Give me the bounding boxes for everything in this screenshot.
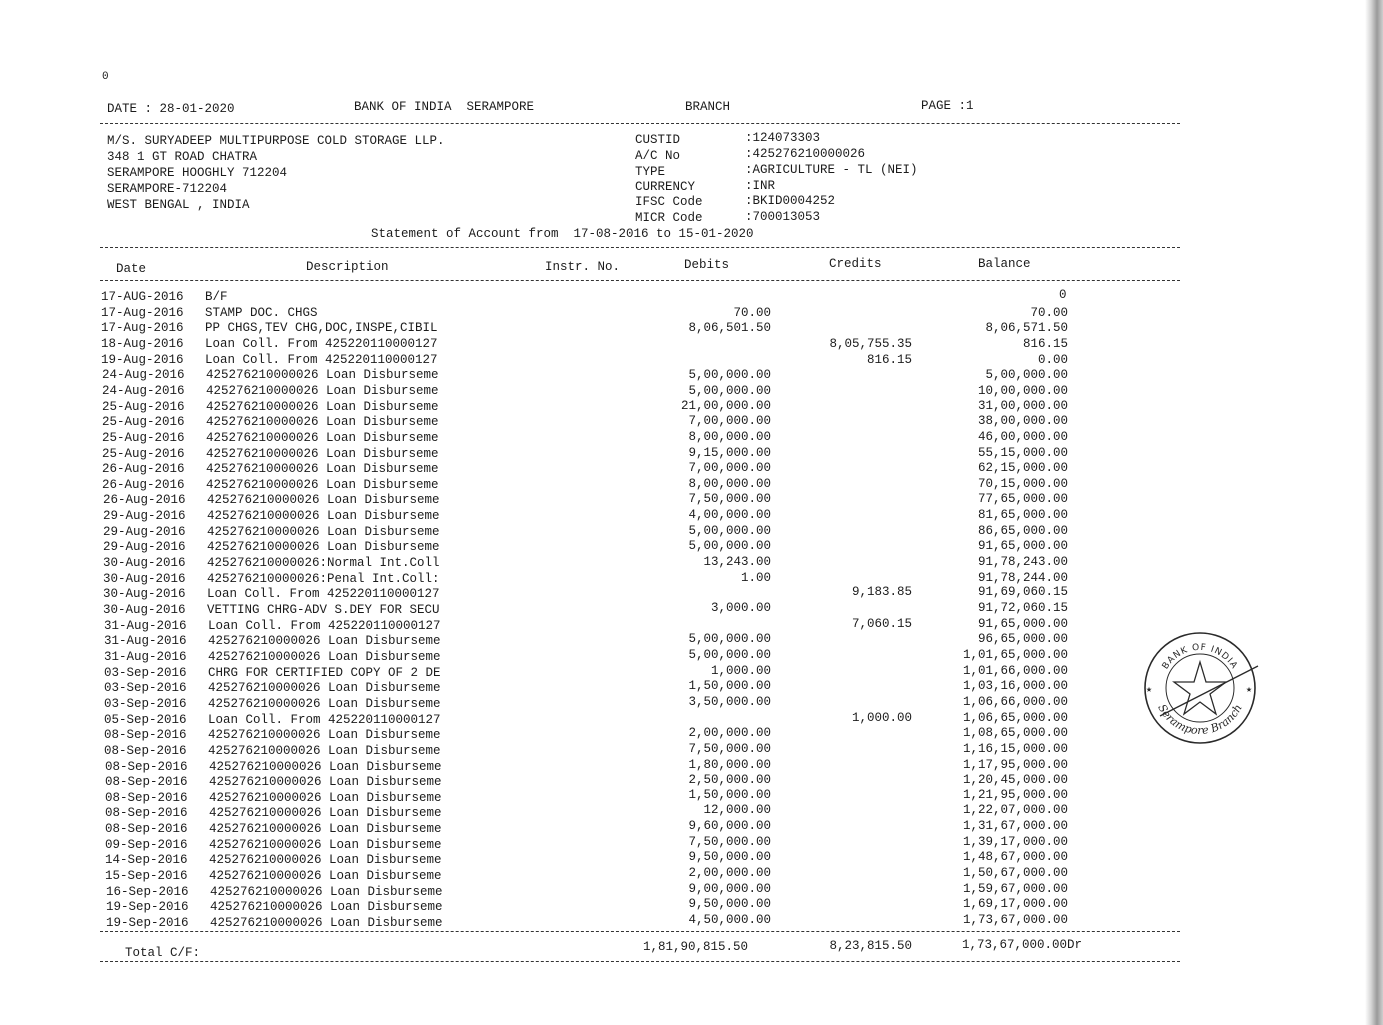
row-description: 425276210000026 Loan Disburseme bbox=[209, 759, 442, 774]
row-description: 425276210000026 Loan Disburseme bbox=[208, 634, 441, 649]
row-date: 19-Sep-2016 bbox=[106, 900, 189, 915]
row-balance: 1,06,65,000.00 bbox=[962, 710, 1068, 725]
row-debit: 7,50,000.00 bbox=[688, 492, 771, 507]
row-date: 29-Aug-2016 bbox=[103, 540, 186, 555]
row-date: 25-Aug-2016 bbox=[102, 446, 185, 461]
row-description: STAMP DOC. CHGS bbox=[205, 305, 318, 320]
branch-label: BRANCH bbox=[685, 100, 731, 114]
account-value-ifsc: :BKID0004252 bbox=[745, 194, 836, 208]
row-balance: 55,15,000.00 bbox=[977, 445, 1068, 460]
totals-bottom-divider bbox=[100, 961, 1180, 962]
row-debit: 5,00,000.00 bbox=[688, 368, 771, 383]
row-debit: 13,243.00 bbox=[703, 555, 771, 570]
row-date: 08-Sep-2016 bbox=[105, 759, 188, 774]
account-label-micr: MICR Code bbox=[635, 211, 703, 225]
row-description: 425276210000026 Loan Disburseme bbox=[206, 477, 439, 492]
row-date: 16-Sep-2016 bbox=[106, 884, 189, 899]
row-date: 29-Aug-2016 bbox=[103, 509, 186, 524]
row-balance: 77,65,000.00 bbox=[977, 492, 1068, 507]
row-debit: 1,50,000.00 bbox=[688, 787, 771, 802]
row-date: 24-Aug-2016 bbox=[102, 383, 185, 398]
account-label-acno: A/C No bbox=[635, 149, 681, 163]
row-balance: 1,50,67,000.00 bbox=[962, 866, 1068, 881]
row-description: 425276210000026 Loan Disburseme bbox=[210, 900, 443, 915]
row-description: 425276210000026 Loan Disburseme bbox=[207, 509, 440, 524]
column-header-debits: Debits bbox=[684, 258, 730, 272]
row-date: 17-Aug-2016 bbox=[101, 305, 184, 320]
row-balance: 0.00 bbox=[1037, 352, 1068, 367]
customer-name: M/S. SURYADEEP MULTIPURPOSE COLD STORAGE LLP. bbox=[107, 134, 445, 148]
row-debit: 9,60,000.00 bbox=[688, 819, 771, 834]
row-balance: 1,20,45,000.00 bbox=[962, 773, 1068, 788]
page-number: PAGE :1 bbox=[921, 99, 974, 113]
table-row bbox=[0, 368, 1383, 384]
account-value-currency: :INR bbox=[745, 179, 776, 193]
row-credit: 7,060.15 bbox=[851, 616, 912, 631]
page-mark: 0 bbox=[102, 71, 109, 83]
table-row bbox=[0, 603, 1383, 619]
row-balance: 91,78,244.00 bbox=[977, 570, 1068, 585]
row-debit: 4,50,000.00 bbox=[688, 913, 771, 927]
row-debit: 12,000.00 bbox=[703, 803, 771, 818]
row-description: 425276210000026 Loan Disburseme bbox=[208, 743, 441, 758]
table-row bbox=[0, 556, 1383, 572]
row-debit: 8,06,501.50 bbox=[688, 321, 771, 336]
row-balance: 1,73,67,000.00 bbox=[962, 913, 1068, 927]
row-description: 425276210000026 Loan Disburseme bbox=[206, 430, 439, 445]
row-debit: 9,15,000.00 bbox=[688, 445, 771, 460]
table-row bbox=[0, 509, 1383, 525]
row-debit: 21,00,000.00 bbox=[680, 398, 771, 413]
row-description: 425276210000026:Penal Int.Coll: bbox=[207, 571, 440, 586]
table-row bbox=[0, 493, 1383, 509]
row-description: 425276210000026 Loan Disburseme bbox=[206, 383, 439, 398]
row-balance: 91,72,060.15 bbox=[977, 601, 1068, 615]
row-description: Loan Coll. From 425220110000127 bbox=[205, 336, 438, 351]
row-description: CHRG FOR CERTIFIED COPY OF 2 DE bbox=[208, 665, 441, 680]
stamp-star-right: ★ bbox=[1246, 685, 1253, 696]
row-date: 05-Sep-2016 bbox=[104, 712, 187, 727]
row-description: 425276210000026 Loan Disburseme bbox=[208, 649, 441, 664]
table-row bbox=[0, 400, 1383, 416]
row-date: 08-Sep-2016 bbox=[104, 743, 187, 758]
account-value-custid: :124073303 bbox=[745, 131, 821, 145]
row-debit: 1,50,000.00 bbox=[688, 679, 771, 694]
row-description: 425276210000026 Loan Disburseme bbox=[206, 415, 439, 430]
table-row bbox=[0, 913, 1383, 932]
table-row bbox=[0, 431, 1383, 447]
row-balance: 31,00,000.00 bbox=[977, 398, 1068, 413]
row-description: 425276210000026 Loan Disburseme bbox=[209, 790, 442, 805]
row-date: 29-Aug-2016 bbox=[103, 524, 186, 539]
table-row bbox=[0, 540, 1383, 556]
row-debit: 2,00,000.00 bbox=[688, 726, 771, 741]
row-description: Loan Coll. From 425220110000127 bbox=[208, 618, 441, 633]
row-date: 31-Aug-2016 bbox=[104, 649, 187, 664]
row-description: 425276210000026 Loan Disburseme bbox=[208, 681, 441, 696]
row-date: 03-Sep-2016 bbox=[104, 681, 187, 696]
row-description: 425276210000026 Loan Disburseme bbox=[206, 446, 439, 461]
account-value-acno: :425276210000026 bbox=[745, 147, 866, 161]
row-balance: 1,31,67,000.00 bbox=[962, 819, 1068, 834]
row-date: 17-Aug-2016 bbox=[101, 321, 184, 336]
account-value-type: :AGRICULTURE - TL (NEI) bbox=[745, 163, 918, 177]
branch-stamp bbox=[1140, 626, 1260, 746]
row-debit: 1,80,000.00 bbox=[688, 757, 771, 772]
row-balance: 1,16,15,000.00 bbox=[962, 741, 1068, 756]
stamp-star-left: ★ bbox=[1146, 685, 1153, 696]
columns-top-divider bbox=[100, 247, 1180, 248]
row-date: 24-Aug-2016 bbox=[102, 368, 185, 383]
column-header-balance: Balance bbox=[978, 257, 1031, 271]
row-description: 425276210000026 Loan Disburseme bbox=[206, 462, 439, 477]
row-description: 425276210000026 Loan Disburseme bbox=[209, 837, 442, 852]
row-balance: 1,59,67,000.00 bbox=[962, 881, 1068, 896]
account-label-ifsc: IFSC Code bbox=[635, 195, 703, 209]
row-balance: 10,00,000.00 bbox=[977, 383, 1068, 398]
row-description: 425276210000026 Loan Disburseme bbox=[208, 728, 441, 743]
row-debit: 5,00,000.00 bbox=[688, 539, 771, 554]
row-debit: 3,000.00 bbox=[710, 601, 771, 615]
row-date: 30-Aug-2016 bbox=[103, 556, 186, 571]
row-debit: 8,00,000.00 bbox=[688, 429, 771, 444]
header-divider bbox=[100, 123, 1180, 124]
row-date: 25-Aug-2016 bbox=[102, 430, 185, 445]
account-label-custid: CUSTID bbox=[635, 133, 681, 147]
stamp-top-path: BANK OF INDIA bbox=[1160, 642, 1240, 672]
row-description: 425276210000026 Loan Disburseme bbox=[207, 493, 440, 508]
row-description: 425276210000026:Normal Int.Coll bbox=[207, 556, 440, 571]
table-row bbox=[0, 572, 1383, 588]
totals-label: Total C/F: bbox=[125, 946, 201, 960]
row-balance: 81,65,000.00 bbox=[977, 508, 1068, 523]
table-row bbox=[0, 306, 1383, 322]
table-row bbox=[0, 353, 1383, 369]
stamp-bottom-text bbox=[1155, 702, 1244, 737]
address-line-3: SERAMPORE-712204 bbox=[107, 182, 228, 196]
row-date: 31-Aug-2016 bbox=[104, 634, 187, 649]
row-description: VETTING CHRG-ADV S.DEY FOR SECU bbox=[207, 603, 440, 617]
address-line-2: SERAMPORE HOOGHLY 712204 bbox=[107, 166, 288, 180]
row-credit: 9,183.85 bbox=[851, 585, 912, 600]
row-balance: 96,65,000.00 bbox=[977, 632, 1068, 647]
row-date: 15-Sep-2016 bbox=[105, 869, 188, 884]
totals-debits: 1,81,90,815.50 bbox=[642, 940, 748, 954]
row-credit: 816.15 bbox=[866, 352, 912, 367]
row-debit: 2,00,000.00 bbox=[688, 866, 771, 881]
bank-name: BANK OF INDIA SERAMPORE bbox=[354, 100, 535, 114]
row-description: PP CHGS,TEV CHG,DOC,INSPE,CIBIL bbox=[205, 321, 438, 336]
row-balance: 1,48,67,000.00 bbox=[962, 850, 1068, 865]
row-date: 31-Aug-2016 bbox=[104, 618, 187, 633]
row-balance: 1,17,95,000.00 bbox=[962, 757, 1068, 772]
row-balance: 46,00,000.00 bbox=[977, 429, 1068, 444]
row-debit: 4,00,000.00 bbox=[688, 508, 771, 523]
row-description: 425276210000026 Loan Disburseme bbox=[210, 916, 443, 930]
row-date: 26-Aug-2016 bbox=[102, 477, 185, 492]
row-date: 30-Aug-2016 bbox=[103, 603, 186, 617]
table-row bbox=[0, 787, 1383, 807]
row-balance: 91,78,243.00 bbox=[977, 555, 1068, 570]
row-date: 17-AUG-2016 bbox=[101, 290, 184, 304]
table-row bbox=[0, 321, 1383, 337]
row-debit: 7,00,000.00 bbox=[688, 461, 771, 476]
row-balance: 1,22,07,000.00 bbox=[962, 803, 1068, 818]
row-debit: 5,00,000.00 bbox=[688, 647, 771, 662]
table-row bbox=[0, 462, 1383, 478]
row-description: 425276210000026 Loan Disburseme bbox=[209, 822, 442, 837]
table-row bbox=[0, 337, 1383, 353]
row-description: 425276210000026 Loan Disburseme bbox=[209, 853, 442, 868]
row-balance: 70.00 bbox=[1030, 305, 1068, 320]
row-balance: 70,15,000.00 bbox=[977, 476, 1068, 491]
account-label-currency: CURRENCY bbox=[635, 180, 696, 194]
row-description: Loan Coll. From 425220110000127 bbox=[208, 712, 441, 727]
row-description: 425276210000026 Loan Disburseme bbox=[209, 775, 442, 790]
row-description: 425276210000026 Loan Disburseme bbox=[207, 524, 440, 539]
row-date: 26-Aug-2016 bbox=[103, 493, 186, 508]
row-balance: 91,69,060.15 bbox=[977, 585, 1068, 600]
row-balance: 86,65,000.00 bbox=[977, 523, 1068, 538]
row-date: 25-Aug-2016 bbox=[102, 399, 185, 414]
row-debit: 70.00 bbox=[733, 305, 771, 320]
row-debit: 9,50,000.00 bbox=[688, 850, 771, 865]
row-description: 425276210000026 Loan Disburseme bbox=[209, 869, 442, 884]
account-value-micr: :700013053 bbox=[745, 210, 821, 224]
row-balance: 1,06,66,000.00 bbox=[962, 694, 1068, 709]
row-date: 14-Sep-2016 bbox=[105, 853, 188, 868]
column-header-date: Date bbox=[116, 262, 147, 276]
row-balance: 8,06,571.50 bbox=[985, 321, 1068, 336]
totals-balance: 1,73,67,000.00Dr bbox=[962, 938, 1083, 952]
row-balance: 816.15 bbox=[1022, 336, 1068, 351]
row-description: Loan Coll. From 425220110000127 bbox=[205, 352, 438, 367]
row-description: 425276210000026 Loan Disburseme bbox=[208, 696, 441, 711]
row-debit: 7,50,000.00 bbox=[688, 834, 771, 849]
row-date: 30-Aug-2016 bbox=[103, 571, 186, 586]
row-date: 19-Aug-2016 bbox=[101, 352, 184, 367]
row-balance: 1,39,17,000.00 bbox=[962, 834, 1068, 849]
row-balance: 5,00,000.00 bbox=[985, 368, 1068, 383]
stamp-top-text bbox=[1161, 643, 1240, 672]
row-balance: 62,15,000.00 bbox=[977, 461, 1068, 476]
columns-bottom-divider bbox=[100, 280, 1180, 281]
statement-period: Statement of Account from 17-08-2016 to 15-01-2020 bbox=[371, 227, 754, 241]
row-debit: 7,00,000.00 bbox=[688, 414, 771, 429]
row-debit: 5,00,000.00 bbox=[688, 632, 771, 647]
row-debit: 1.00 bbox=[740, 570, 771, 585]
row-date: 09-Sep-2016 bbox=[105, 837, 188, 852]
column-header-credits: Credits bbox=[829, 257, 882, 271]
row-date: 18-Aug-2016 bbox=[101, 336, 184, 351]
row-date: 25-Aug-2016 bbox=[102, 415, 185, 430]
row-credit: 8,05,755.35 bbox=[829, 336, 912, 351]
row-debit: 8,00,000.00 bbox=[688, 476, 771, 491]
address-line-4: WEST BENGAL , INDIA bbox=[107, 198, 250, 212]
row-description: 425276210000026 Loan Disburseme bbox=[207, 540, 440, 555]
row-debit: 5,00,000.00 bbox=[688, 383, 771, 398]
row-balance: 1,21,95,000.00 bbox=[962, 787, 1068, 802]
row-balance: 1,69,17,000.00 bbox=[962, 897, 1068, 912]
row-debit: 9,50,000.00 bbox=[688, 897, 771, 912]
row-balance: 1,01,66,000.00 bbox=[962, 663, 1068, 678]
row-debit: 9,00,000.00 bbox=[688, 881, 771, 896]
row-balance: 91,65,000.00 bbox=[977, 539, 1068, 554]
row-date: 03-Sep-2016 bbox=[104, 696, 187, 711]
row-date: 08-Sep-2016 bbox=[105, 775, 188, 790]
table-row bbox=[0, 525, 1383, 541]
statement-date: DATE : 28-01-2020 bbox=[107, 102, 235, 116]
row-description: 425276210000026 Loan Disburseme bbox=[209, 806, 442, 821]
table-row bbox=[0, 290, 1383, 306]
column-header-description: Description bbox=[306, 260, 389, 274]
opening-balance: 0 bbox=[1059, 288, 1067, 302]
row-description: Loan Coll. From 425220110000127 bbox=[207, 587, 440, 602]
scan-edge bbox=[1353, 0, 1383, 1025]
row-date: 08-Sep-2016 bbox=[104, 728, 187, 743]
account-label-type: TYPE bbox=[635, 165, 666, 179]
row-debit: 3,50,000.00 bbox=[688, 694, 771, 709]
table-row bbox=[0, 415, 1383, 431]
row-date: 08-Sep-2016 bbox=[105, 806, 188, 821]
totals-credits: 8,23,815.50 bbox=[829, 939, 912, 953]
row-debit: 5,00,000.00 bbox=[688, 523, 771, 538]
row-balance: 38,00,000.00 bbox=[977, 414, 1068, 429]
row-balance: 1,08,65,000.00 bbox=[962, 726, 1068, 741]
row-debit: 7,50,000.00 bbox=[688, 741, 771, 756]
table-row bbox=[0, 478, 1383, 494]
row-balance: 91,65,000.00 bbox=[977, 616, 1068, 631]
row-date: 08-Sep-2016 bbox=[105, 822, 188, 837]
row-debit: 1,000.00 bbox=[710, 663, 771, 678]
address-line-1: 348 1 GT ROAD CHATRA bbox=[107, 150, 258, 164]
table-row bbox=[0, 447, 1383, 463]
totals-top-divider bbox=[100, 931, 1180, 932]
row-date: 03-Sep-2016 bbox=[104, 665, 187, 680]
row-date: 30-Aug-2016 bbox=[103, 587, 186, 602]
stamp-bottom-path: Serampore Branch bbox=[1155, 702, 1245, 738]
row-date: 19-Sep-2016 bbox=[106, 916, 189, 930]
row-description: 425276210000026 Loan Disburseme bbox=[206, 399, 439, 414]
row-description: B/F bbox=[205, 290, 228, 304]
row-balance: 1,03,16,000.00 bbox=[962, 679, 1068, 694]
table-row bbox=[0, 384, 1383, 400]
row-date: 26-Aug-2016 bbox=[102, 462, 185, 477]
row-balance: 1,01,65,000.00 bbox=[962, 647, 1068, 662]
table-row bbox=[0, 587, 1383, 603]
row-debit: 2,50,000.00 bbox=[688, 773, 771, 788]
row-date: 08-Sep-2016 bbox=[105, 790, 188, 805]
column-header-instr: Instr. No. bbox=[545, 260, 621, 274]
row-description: 425276210000026 Loan Disburseme bbox=[210, 884, 443, 899]
row-description: 425276210000026 Loan Disburseme bbox=[206, 368, 439, 383]
row-credit: 1,000.00 bbox=[851, 710, 912, 725]
